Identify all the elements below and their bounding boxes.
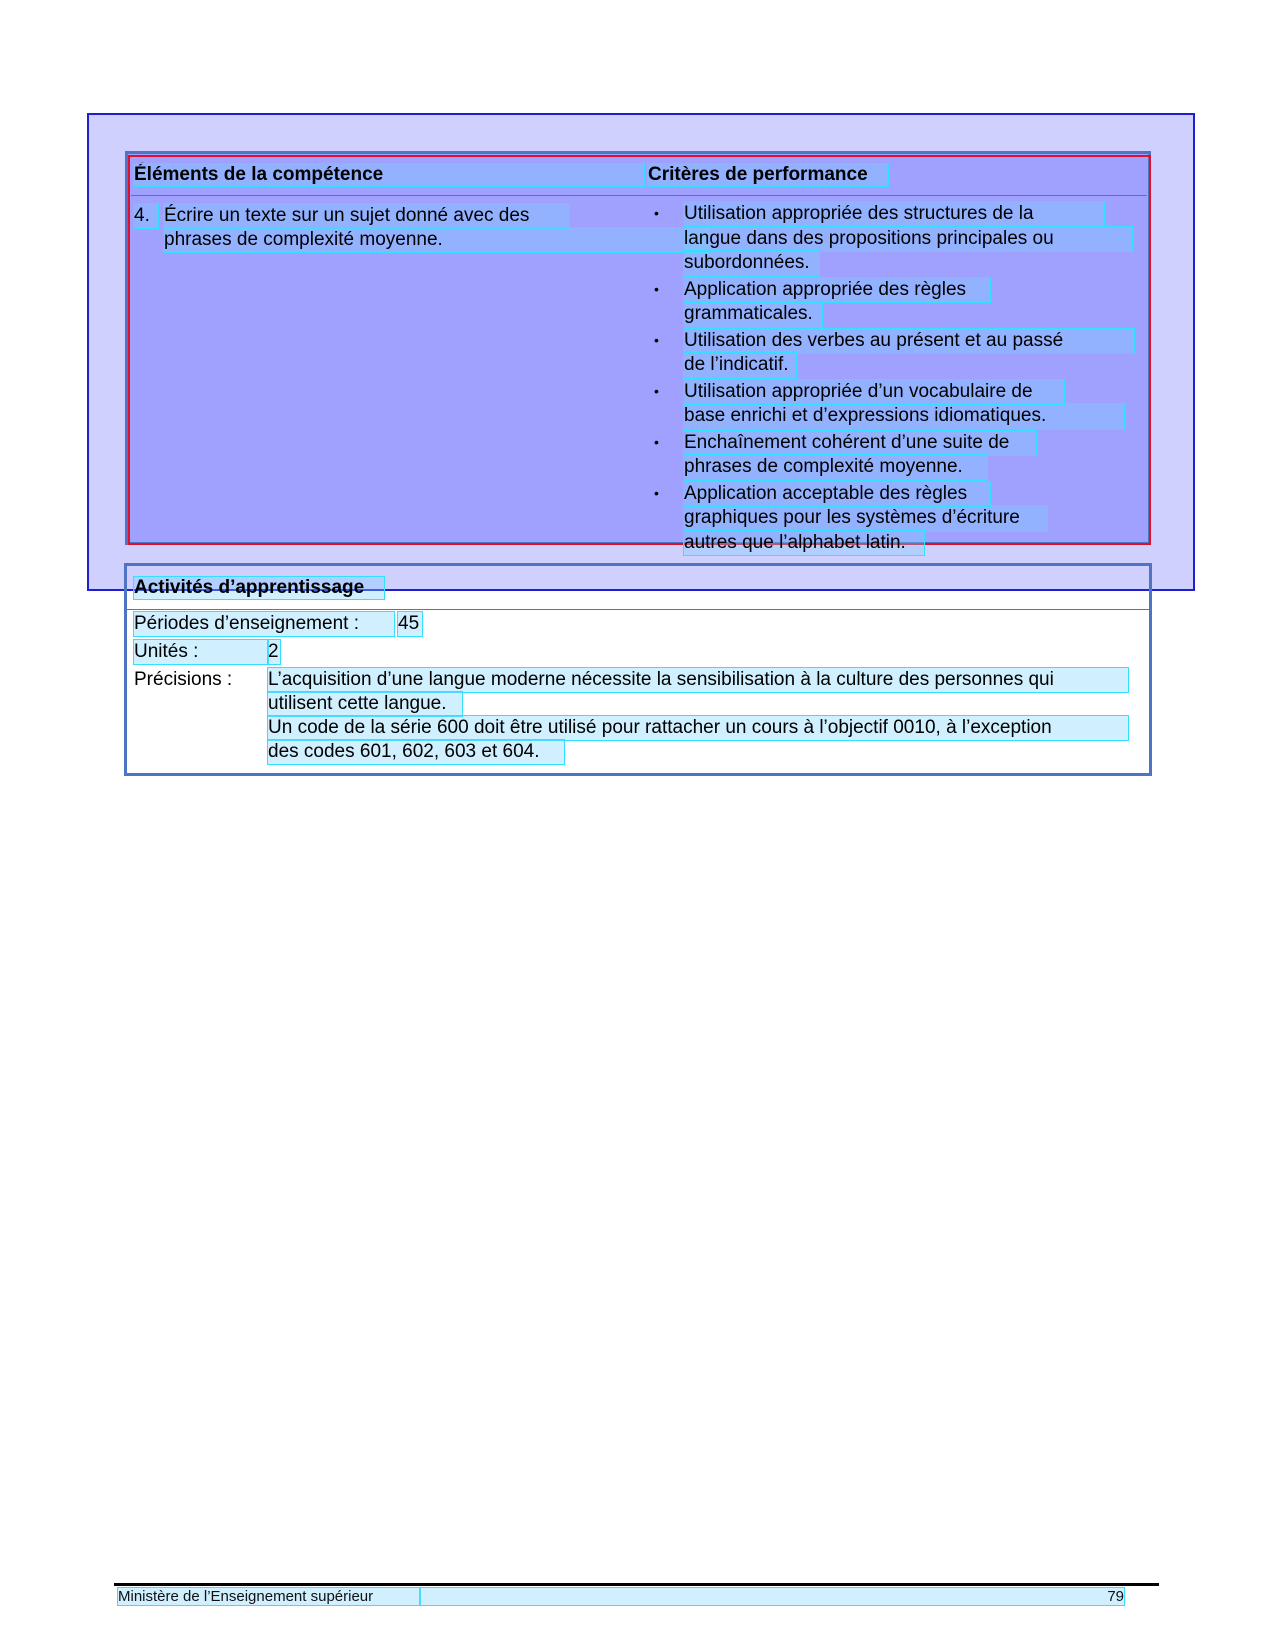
bullet-icon: • (654, 484, 659, 501)
footer-rule (114, 1583, 1159, 1586)
criterion-line: phrases de complexité moyenne. (684, 455, 987, 480)
criterion-line: Application appropriée des règles (684, 278, 990, 303)
competence-header-divider (131, 195, 1147, 196)
criterion-line: Utilisation des verbes au présent et au passé (684, 329, 1134, 354)
criteria-list (654, 202, 1144, 557)
criterion-line: Utilisation appropriée des structures de la (684, 202, 1104, 227)
precisions-label: Précisions : (134, 669, 233, 690)
footer-page-number: 79 (420, 1588, 1124, 1605)
element-line-2: phrases de complexité moyenne. (164, 228, 709, 252)
activities-header-divider (127, 609, 1149, 610)
header-criteria: Critères de performance (648, 164, 888, 186)
bullet-icon: • (654, 331, 659, 348)
criterion-line: grammaticales. (684, 302, 822, 327)
criterion-line: langue dans des propositions principales ou (684, 227, 1132, 252)
element-number: 4. (134, 204, 158, 228)
units-label: Unités : (134, 640, 268, 664)
criterion-line: graphiques pour les systèmes d’écriture (684, 506, 1047, 531)
periods-label: Périodes d’enseignement : (134, 612, 394, 636)
element-line-1: Écrire un texte sur un sujet donné avec des (164, 204, 569, 228)
precisions-line: L’acquisition d’une langue moderne nécessite la sensibilisation à la culture des personnes qui (268, 668, 1128, 692)
criterion-line: base enrichi et d’expressions idiomatiques. (684, 404, 1124, 429)
criterion-item (654, 380, 1144, 429)
footer-ministry: Ministère de l’Enseignement supérieur (118, 1588, 420, 1605)
precisions-line: utilisent cette langue. (268, 692, 462, 716)
criterion-line: subordonnées. (684, 251, 819, 276)
units-value: 2 (268, 641, 279, 662)
criterion-item (654, 482, 1144, 556)
activities-title: Activités d’apprentissage (134, 577, 384, 599)
precisions-line: Un code de la série 600 doit être utilisé pour rattacher un cours à l’objectif 0010, à l’exception (268, 716, 1128, 740)
bullet-icon: • (654, 205, 659, 221)
bullet-icon: • (654, 280, 659, 297)
criterion-item (654, 278, 1144, 327)
header-elements: Éléments de la compétence (134, 164, 644, 186)
bullet-icon: • (654, 433, 659, 450)
criterion-line: Utilisation appropriée d’un vocabulaire de (684, 380, 1064, 405)
criterion-line: Application acceptable des règles (684, 482, 990, 507)
criterion-item (654, 329, 1144, 378)
criterion-item (654, 202, 1144, 276)
criterion-line: Enchaînement cohérent d’une suite de (684, 431, 1036, 456)
precisions-line: des codes 601, 602, 603 et 604. (268, 740, 564, 764)
bullet-icon: • (654, 382, 659, 399)
criterion-line: autres que l’alphabet latin. (684, 531, 924, 556)
periods-value: 45 (398, 612, 422, 636)
criterion-item (654, 431, 1144, 480)
criterion-line: de l’indicatif. (684, 353, 796, 378)
